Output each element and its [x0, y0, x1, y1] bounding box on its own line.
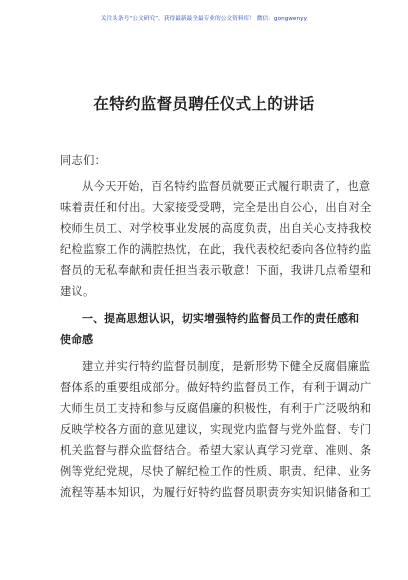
- document-title: 在特约监督员聘任仪式上的讲话: [93, 95, 315, 113]
- paragraph-line: 机关监督与群众监督结合。希望大家认真学习党章、准则、条: [60, 444, 372, 457]
- paragraph-line: 反映学校各方面的意见建议，实现党内监督与党外监督、专门: [60, 423, 372, 436]
- heading-line: 使命感: [60, 333, 94, 346]
- paragraph-line: 建议。: [60, 285, 95, 298]
- paragraph-line: 纪检监察工作的满腔热忱，在此，我代表校纪委向各位特约监: [60, 243, 372, 256]
- header-note: 关注头条号“公文研究”，获得最新最全最专业的公文资料库！ 微信：gongwenyy: [100, 16, 308, 22]
- paragraph-1: [60, 176, 372, 302]
- section-heading-1: [60, 308, 360, 350]
- heading-line: 一、提高思想认识，切实增强特约监督员工作的责任感和: [82, 312, 360, 325]
- paragraph-line: 督体系的重要组成部分。做好特约监督员工作，有利于调动广: [60, 381, 372, 394]
- greeting: 同志们：: [60, 154, 107, 167]
- paragraph-line: 例等党纪党规，尽快了解纪检工作的性质、职责、纪律、业务: [60, 465, 372, 478]
- paragraph-line: 督员的无私奉献和责任担当表示敬意！下面，我讲几点希望和: [60, 264, 372, 277]
- paragraph-line: 从今天开始，百名特约监督员就要正式履行职责了，也意: [82, 180, 371, 193]
- paragraph-line: 流程等基本知识，为履行好特约监督员职责夯实知识储备和工: [60, 486, 372, 499]
- paragraph-line: 建立并实行特约监督员制度，是新形势下健全反腐倡廉监: [82, 360, 371, 373]
- paragraph-line: 味着责任和付出。大家接受受聘，完全是出自公心，出自对全: [60, 201, 372, 214]
- paragraph-2: [60, 356, 372, 503]
- document-body: [60, 150, 372, 503]
- paragraph-line: 校师生员工、对学校事业发展的高度负责，出自关心支持我校: [60, 222, 372, 235]
- paragraph-line: 大师生员工支持和参与反腐倡廉的积极性，有利于广泛吸纳和: [60, 402, 372, 415]
